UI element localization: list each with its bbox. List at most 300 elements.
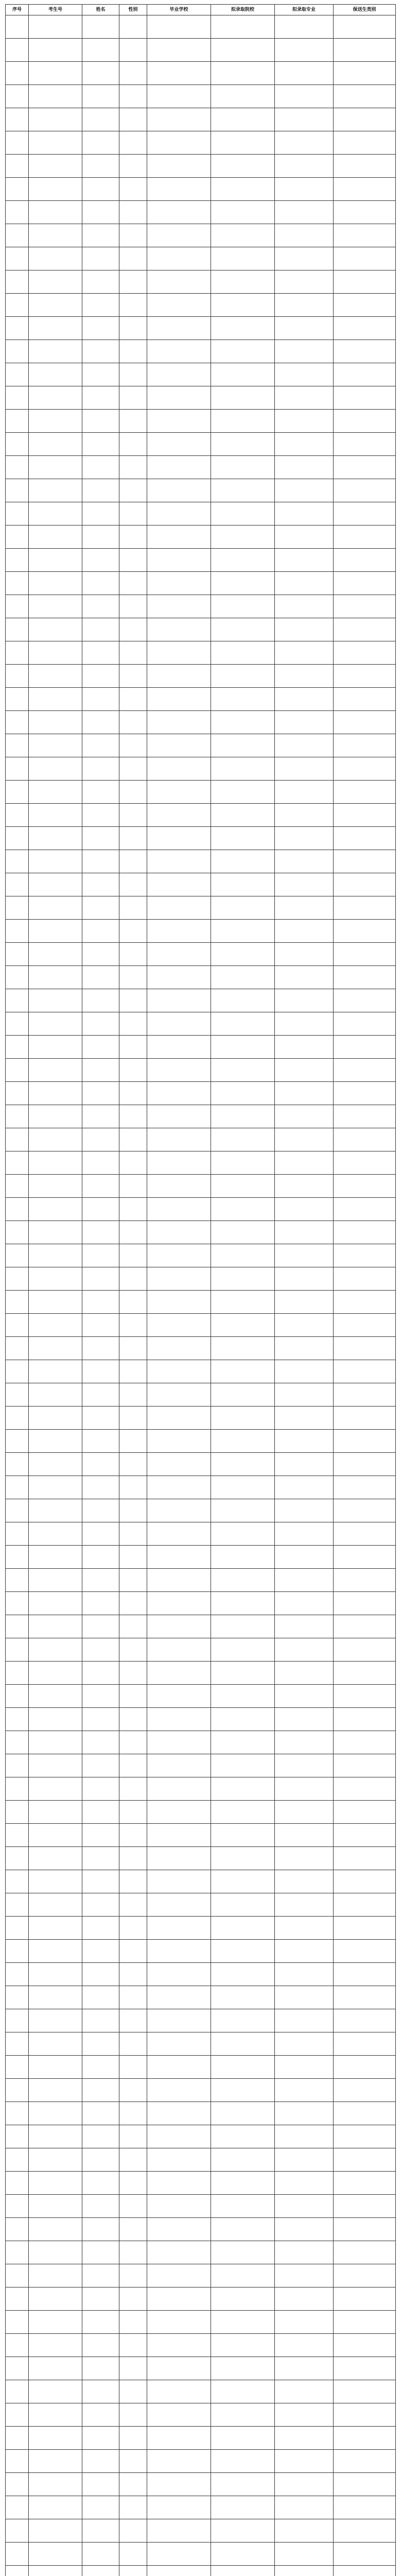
table-row xyxy=(6,896,396,920)
cell-gender xyxy=(119,1244,147,1267)
cell-category xyxy=(334,572,396,595)
cell-name xyxy=(82,1267,119,1291)
cell-category xyxy=(334,757,396,781)
cell-no xyxy=(6,2241,29,2264)
table-row xyxy=(6,1824,396,1847)
cell-category xyxy=(334,1615,396,1638)
cell-category xyxy=(334,1337,396,1360)
cell-no xyxy=(6,1453,29,1476)
cell-exam-id xyxy=(29,1198,82,1221)
cell-no xyxy=(6,1940,29,1963)
cell-university xyxy=(211,1012,275,1036)
cell-school xyxy=(147,1917,211,1940)
header-cell-gender: 性别 xyxy=(119,5,147,15)
cell-no xyxy=(6,804,29,827)
table-row xyxy=(6,1314,396,1337)
cell-category xyxy=(334,2380,396,2403)
cell-university xyxy=(211,1685,275,1708)
cell-no xyxy=(6,410,29,433)
cell-category xyxy=(334,1847,396,1870)
cell-gender xyxy=(119,1012,147,1036)
cell-category xyxy=(334,131,396,155)
cell-name xyxy=(82,39,119,62)
cell-exam-id xyxy=(29,1244,82,1267)
cell-exam-id xyxy=(29,850,82,873)
cell-exam-id xyxy=(29,1893,82,1917)
cell-name xyxy=(82,804,119,827)
cell-exam-id xyxy=(29,781,82,804)
cell-category xyxy=(334,2009,396,2032)
cell-no xyxy=(6,2287,29,2311)
cell-exam-id xyxy=(29,1638,82,1662)
cell-category xyxy=(334,1175,396,1198)
cell-university xyxy=(211,15,275,39)
cell-major xyxy=(275,410,334,433)
cell-school xyxy=(147,294,211,317)
cell-category xyxy=(334,1036,396,1059)
cell-exam-id xyxy=(29,2241,82,2264)
cell-school xyxy=(147,2450,211,2473)
cell-category xyxy=(334,410,396,433)
cell-name xyxy=(82,1847,119,1870)
cell-category xyxy=(334,2195,396,2218)
cell-gender xyxy=(119,1314,147,1337)
cell-gender xyxy=(119,641,147,665)
table-row xyxy=(6,131,396,155)
cell-exam-id xyxy=(29,85,82,108)
cell-category xyxy=(334,920,396,943)
cell-name xyxy=(82,456,119,479)
cell-gender xyxy=(119,943,147,966)
cell-no xyxy=(6,2009,29,2032)
cell-no xyxy=(6,2427,29,2450)
cell-major xyxy=(275,1870,334,1893)
cell-school xyxy=(147,2357,211,2380)
cell-no xyxy=(6,618,29,641)
cell-gender xyxy=(119,595,147,618)
cell-no xyxy=(6,641,29,665)
cell-exam-id xyxy=(29,2543,82,2566)
cell-gender xyxy=(119,317,147,340)
cell-major xyxy=(275,1592,334,1615)
cell-university xyxy=(211,1267,275,1291)
cell-category xyxy=(334,1499,396,1522)
table-row xyxy=(6,1708,396,1731)
cell-no xyxy=(6,502,29,526)
table-row xyxy=(6,2334,396,2357)
cell-school xyxy=(147,39,211,62)
cell-school xyxy=(147,850,211,873)
cell-name xyxy=(82,2311,119,2334)
table-row xyxy=(6,920,396,943)
cell-category xyxy=(334,1082,396,1105)
cell-school xyxy=(147,1221,211,1244)
table-row xyxy=(6,943,396,966)
header-cell-exam-id: 考生号 xyxy=(29,5,82,15)
cell-gender xyxy=(119,1406,147,1430)
cell-name xyxy=(82,688,119,711)
cell-school xyxy=(147,2380,211,2403)
table-row xyxy=(6,804,396,827)
cell-name xyxy=(82,1986,119,2009)
cell-school xyxy=(147,1569,211,1592)
cell-major xyxy=(275,155,334,178)
cell-exam-id xyxy=(29,479,82,502)
cell-exam-id xyxy=(29,2264,82,2287)
cell-category xyxy=(334,1963,396,1986)
cell-name xyxy=(82,62,119,85)
cell-gender xyxy=(119,2473,147,2496)
cell-gender xyxy=(119,1267,147,1291)
cell-name xyxy=(82,757,119,781)
cell-exam-id xyxy=(29,1754,82,1777)
cell-no xyxy=(6,2195,29,2218)
cell-university xyxy=(211,224,275,247)
cell-university xyxy=(211,1360,275,1383)
cell-gender xyxy=(119,1198,147,1221)
cell-category xyxy=(334,896,396,920)
cell-gender xyxy=(119,2566,147,2576)
cell-no xyxy=(6,340,29,363)
cell-category xyxy=(334,294,396,317)
cell-major xyxy=(275,1917,334,1940)
cell-category xyxy=(334,966,396,989)
cell-major xyxy=(275,1036,334,1059)
table-row xyxy=(6,340,396,363)
cell-gender xyxy=(119,108,147,131)
cell-school xyxy=(147,1082,211,1105)
cell-major xyxy=(275,1430,334,1453)
cell-no xyxy=(6,1754,29,1777)
cell-gender xyxy=(119,1731,147,1754)
cell-category xyxy=(334,1151,396,1175)
table-row xyxy=(6,1337,396,1360)
cell-category xyxy=(334,1569,396,1592)
cell-category xyxy=(334,1986,396,2009)
cell-gender xyxy=(119,2032,147,2056)
cell-no xyxy=(6,1267,29,1291)
cell-name xyxy=(82,1940,119,1963)
cell-university xyxy=(211,1059,275,1082)
cell-no xyxy=(6,1499,29,1522)
cell-name xyxy=(82,502,119,526)
table-row xyxy=(6,966,396,989)
cell-major xyxy=(275,1383,334,1406)
cell-category xyxy=(334,1430,396,1453)
cell-gender xyxy=(119,479,147,502)
table-row xyxy=(6,178,396,201)
table-body xyxy=(6,15,396,2576)
cell-major xyxy=(275,1453,334,1476)
cell-major xyxy=(275,15,334,39)
cell-exam-id xyxy=(29,896,82,920)
table-row xyxy=(6,1777,396,1801)
cell-exam-id xyxy=(29,201,82,224)
cell-no xyxy=(6,155,29,178)
cell-exam-id xyxy=(29,989,82,1012)
cell-no xyxy=(6,920,29,943)
cell-exam-id xyxy=(29,1453,82,1476)
table-row xyxy=(6,1453,396,1476)
table-row xyxy=(6,1360,396,1383)
cell-university xyxy=(211,711,275,734)
cell-school xyxy=(147,1383,211,1406)
cell-gender xyxy=(119,433,147,456)
table-row xyxy=(6,1175,396,1198)
cell-exam-id xyxy=(29,1499,82,1522)
cell-exam-id xyxy=(29,1221,82,1244)
table-row xyxy=(6,1917,396,1940)
cell-exam-id xyxy=(29,2357,82,2380)
table-row xyxy=(6,2195,396,2218)
cell-gender xyxy=(119,224,147,247)
cell-gender xyxy=(119,572,147,595)
cell-category xyxy=(334,618,396,641)
cell-gender xyxy=(119,804,147,827)
cell-gender xyxy=(119,1708,147,1731)
cell-major xyxy=(275,572,334,595)
cell-category xyxy=(334,224,396,247)
cell-name xyxy=(82,1012,119,1036)
cell-gender xyxy=(119,1291,147,1314)
cell-major xyxy=(275,340,334,363)
cell-name xyxy=(82,1360,119,1383)
cell-school xyxy=(147,247,211,270)
cell-no xyxy=(6,1128,29,1151)
cell-major xyxy=(275,479,334,502)
table-row xyxy=(6,873,396,896)
cell-name xyxy=(82,966,119,989)
cell-gender xyxy=(119,1105,147,1128)
cell-category xyxy=(334,665,396,688)
cell-major xyxy=(275,2195,334,2218)
cell-exam-id xyxy=(29,1546,82,1569)
cell-university xyxy=(211,340,275,363)
table-row xyxy=(6,2125,396,2148)
cell-category xyxy=(334,178,396,201)
cell-gender xyxy=(119,2334,147,2357)
cell-category xyxy=(334,433,396,456)
cell-exam-id xyxy=(29,2056,82,2079)
cell-university xyxy=(211,2311,275,2334)
cell-name xyxy=(82,2450,119,2473)
cell-major xyxy=(275,1754,334,1777)
cell-university xyxy=(211,2056,275,2079)
cell-name xyxy=(82,1244,119,1267)
cell-major xyxy=(275,2032,334,2056)
cell-school xyxy=(147,386,211,410)
cell-category xyxy=(334,1314,396,1337)
cell-major xyxy=(275,39,334,62)
cell-category xyxy=(334,2519,396,2543)
table-row xyxy=(6,1940,396,1963)
cell-university xyxy=(211,62,275,85)
cell-gender xyxy=(119,1036,147,1059)
cell-university xyxy=(211,386,275,410)
cell-exam-id xyxy=(29,943,82,966)
cell-school xyxy=(147,2334,211,2357)
cell-school xyxy=(147,641,211,665)
table-row xyxy=(6,1870,396,1893)
cell-major xyxy=(275,1847,334,1870)
cell-university xyxy=(211,1569,275,1592)
cell-category xyxy=(334,1059,396,1082)
table-row xyxy=(6,433,396,456)
cell-category xyxy=(334,1267,396,1291)
table-row xyxy=(6,247,396,270)
cell-no xyxy=(6,665,29,688)
cell-gender xyxy=(119,247,147,270)
cell-major xyxy=(275,1175,334,1198)
cell-name xyxy=(82,247,119,270)
admission-table xyxy=(5,4,396,2576)
cell-school xyxy=(147,2241,211,2264)
cell-school xyxy=(147,2009,211,2032)
cell-school xyxy=(147,2496,211,2519)
cell-university xyxy=(211,1986,275,2009)
cell-school xyxy=(147,966,211,989)
cell-exam-id xyxy=(29,2334,82,2357)
cell-no xyxy=(6,270,29,294)
table-row xyxy=(6,1151,396,1175)
cell-gender xyxy=(119,2172,147,2195)
cell-category xyxy=(334,155,396,178)
cell-name xyxy=(82,1777,119,1801)
cell-major xyxy=(275,456,334,479)
cell-major xyxy=(275,2519,334,2543)
cell-category xyxy=(334,2056,396,2079)
cell-gender xyxy=(119,2125,147,2148)
cell-school xyxy=(147,224,211,247)
cell-category xyxy=(334,15,396,39)
cell-university xyxy=(211,2543,275,2566)
cell-university xyxy=(211,1128,275,1151)
cell-exam-id xyxy=(29,873,82,896)
cell-category xyxy=(334,2079,396,2102)
cell-major xyxy=(275,1522,334,1546)
cell-no xyxy=(6,2403,29,2427)
cell-school xyxy=(147,1847,211,1870)
cell-school xyxy=(147,1012,211,1036)
cell-school xyxy=(147,1801,211,1824)
cell-category xyxy=(334,1198,396,1221)
table-row xyxy=(6,757,396,781)
cell-category xyxy=(334,1221,396,1244)
cell-school xyxy=(147,618,211,641)
cell-university xyxy=(211,1592,275,1615)
table-row xyxy=(6,2287,396,2311)
cell-name xyxy=(82,549,119,572)
cell-major xyxy=(275,641,334,665)
cell-name xyxy=(82,1036,119,1059)
cell-exam-id xyxy=(29,1360,82,1383)
cell-major xyxy=(275,2264,334,2287)
cell-major xyxy=(275,1777,334,1801)
cell-school xyxy=(147,595,211,618)
cell-category xyxy=(334,479,396,502)
cell-school xyxy=(147,2218,211,2241)
cell-university xyxy=(211,1801,275,1824)
cell-school xyxy=(147,433,211,456)
cell-category xyxy=(334,1476,396,1499)
cell-gender xyxy=(119,1128,147,1151)
cell-no xyxy=(6,1638,29,1662)
table-row xyxy=(6,734,396,757)
table-row xyxy=(6,270,396,294)
cell-university xyxy=(211,1406,275,1430)
cell-no xyxy=(6,1708,29,1731)
cell-major xyxy=(275,1244,334,1267)
cell-exam-id xyxy=(29,1105,82,1128)
cell-gender xyxy=(119,85,147,108)
table-row xyxy=(6,1291,396,1314)
table-row xyxy=(6,595,396,618)
cell-category xyxy=(334,85,396,108)
table-row xyxy=(6,1267,396,1291)
cell-university xyxy=(211,2566,275,2576)
cell-university xyxy=(211,2125,275,2148)
cell-gender xyxy=(119,526,147,549)
cell-gender xyxy=(119,1383,147,1406)
table-row xyxy=(6,641,396,665)
cell-exam-id xyxy=(29,1314,82,1337)
cell-category xyxy=(334,2287,396,2311)
cell-name xyxy=(82,410,119,433)
cell-gender xyxy=(119,2056,147,2079)
table-row xyxy=(6,549,396,572)
cell-university xyxy=(211,1291,275,1314)
cell-major xyxy=(275,1893,334,1917)
cell-major xyxy=(275,1267,334,1291)
cell-no xyxy=(6,1198,29,1221)
cell-major xyxy=(275,2287,334,2311)
cell-category xyxy=(334,943,396,966)
cell-category xyxy=(334,2241,396,2264)
cell-school xyxy=(147,1870,211,1893)
cell-category xyxy=(334,1406,396,1430)
cell-exam-id xyxy=(29,363,82,386)
cell-category xyxy=(334,2403,396,2427)
cell-name xyxy=(82,1151,119,1175)
cell-university xyxy=(211,1522,275,1546)
cell-name xyxy=(82,1198,119,1221)
cell-major xyxy=(275,1662,334,1685)
cell-university xyxy=(211,1198,275,1221)
cell-name xyxy=(82,433,119,456)
cell-category xyxy=(334,781,396,804)
cell-category xyxy=(334,1685,396,1708)
cell-school xyxy=(147,989,211,1012)
cell-university xyxy=(211,989,275,1012)
cell-exam-id xyxy=(29,2450,82,2473)
cell-name xyxy=(82,2427,119,2450)
cell-no xyxy=(6,1012,29,1036)
cell-major xyxy=(275,526,334,549)
cell-major xyxy=(275,108,334,131)
cell-no xyxy=(6,2102,29,2125)
cell-name xyxy=(82,1708,119,1731)
table-row xyxy=(6,2496,396,2519)
cell-university xyxy=(211,410,275,433)
cell-school xyxy=(147,943,211,966)
cell-no xyxy=(6,1986,29,2009)
table-row xyxy=(6,224,396,247)
cell-name xyxy=(82,2357,119,2380)
cell-name xyxy=(82,2079,119,2102)
cell-name xyxy=(82,2241,119,2264)
cell-university xyxy=(211,688,275,711)
cell-name xyxy=(82,873,119,896)
